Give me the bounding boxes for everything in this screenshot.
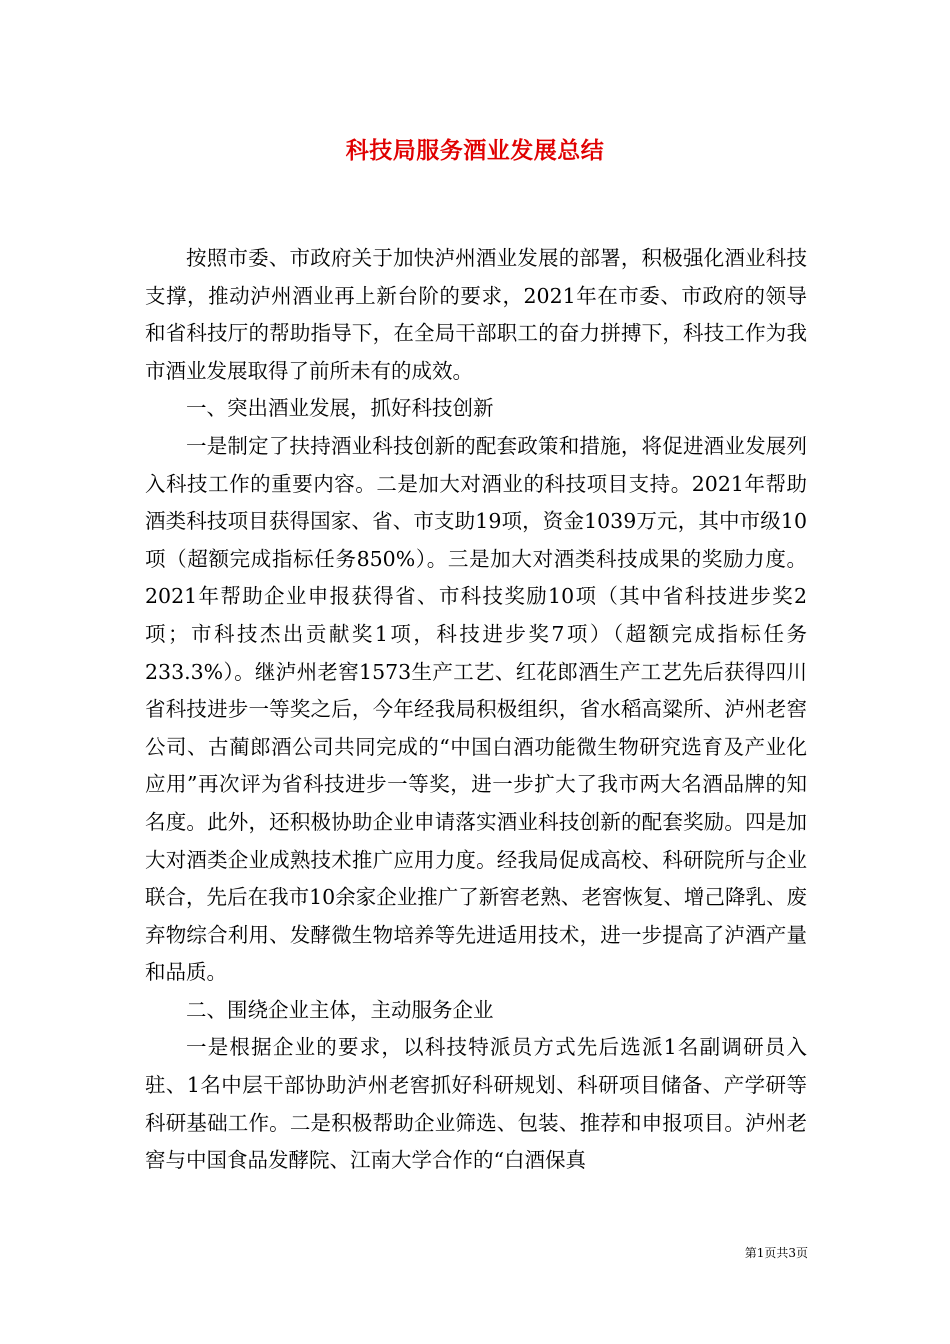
paragraph-intro: 按照市委、市政府关于加快泸州酒业发展的部署，积极强化酒业科技支撑，推动泸州酒业再上新台阶的要求，2021年在市委、市政府的领导和省科技厅的帮助指导下，在全局干部职工的奋力拼搏下，科技工作为我市酒业发展取得了前所未有的成效。 (145, 246, 807, 383)
page-title: 科技局服务酒业发展总结 (345, 137, 605, 164)
paragraph-section-1: 一是制定了扶持酒业科技创新的配套政策和措施，将促进酒业发展列入科技工作的重要内容。二是加大对酒业的科技项目支持。2021年帮助酒类科技项目获得国家、省、市支助19项，资金1039万元，其中市级10项（超额完成指标任务850%）。三是加大对酒类科技成果的奖励力度。2021年帮助企业申报获得省、市科技奖励10项（其中省科技进步奖2项；市科技杰出贡献奖1项，科技进步奖7项）（超额完成指标任务233.3%）。继泸州老窖1573生产工艺、红花郎酒生产工艺先后获得四川省科技进步一等奖之后，今年经我局积极组织，省水稻高粱所、泸州老窖公司、古蔺郎酒公司共同完成的“中国白酒功能微生物研究选育及产业化应用”再次评为省科技进步一等奖，进一步扩大了我市两大名酒品牌的知名度。此外，还积极协助企业申请落实酒业科技创新的配套奖励。四是加大对酒类企业成熟技术推广应用力度。经我局促成高校、科研院所与企业联合，先后在我市10余家企业推广了新窖老熟、老窖恢复、增己降乳、废弃物综合利用、发酵微生物培养等先进适用技术，进一步提高了泸酒产量和品质。 (145, 433, 807, 985)
paragraph-section-2: 一是根据企业的要求，以科技特派员方式先后选派1名副调研员入驻、1名中层干部协助泸州老窖抓好科研规划、科研项目储备、产学研等科研基础工作。二是积极帮助企业筛选、包装、推荐和申报项目。泸州老窖与中国食品发酵院、江南大学合作的“白酒保真 (145, 1035, 807, 1173)
page-number: 第1页共3页 (744, 1246, 808, 1260)
section-heading-2: 二、围绕企业主体，主动服务企业 (186, 997, 494, 1022)
document-body (145, 240, 807, 1180)
section-heading-1: 一、突出酒业发展，抓好科技创新 (186, 396, 494, 421)
